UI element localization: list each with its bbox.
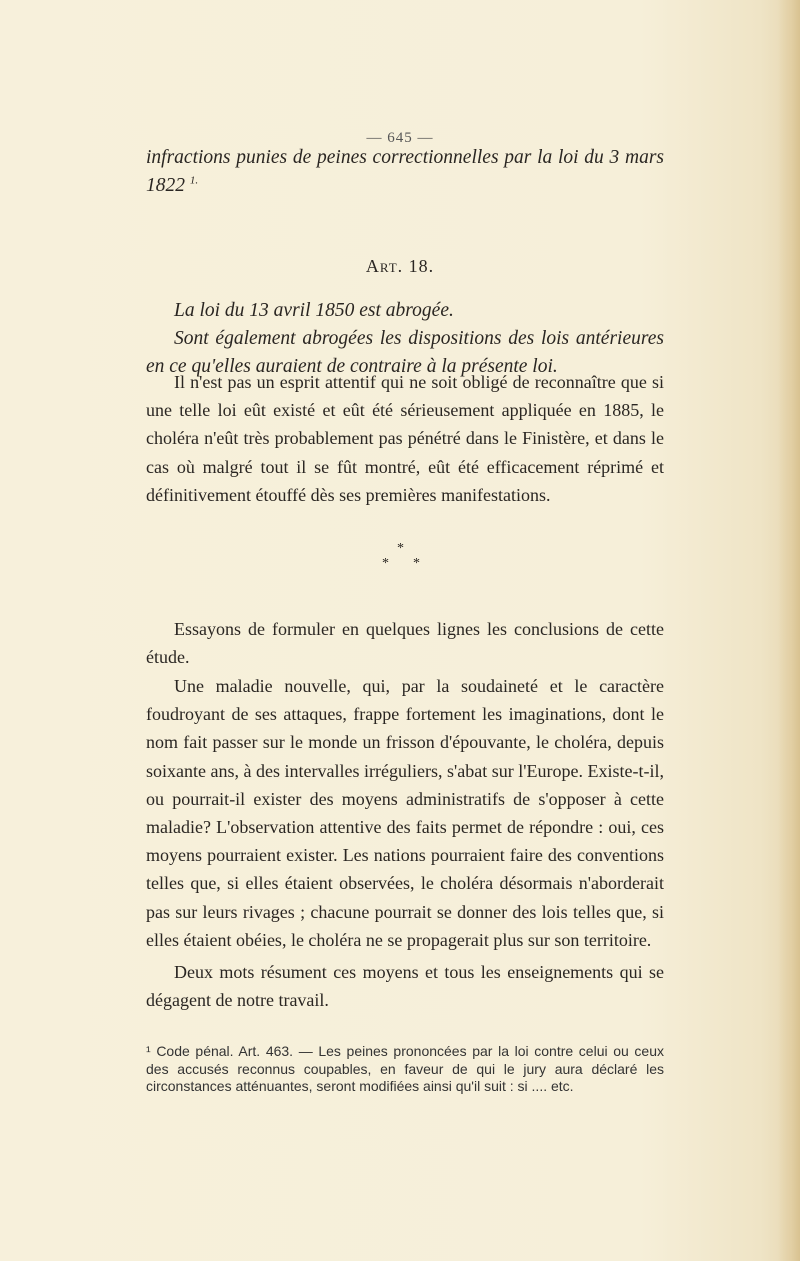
article-line: La loi du 13 avril 1850 est abrogée. — [174, 300, 454, 321]
article-line: Sont également abrogées les dispositions des lois antérieures en ce qu'elles auraient de contraire à la présente loi. — [146, 328, 664, 377]
star-right: * — [413, 556, 420, 571]
heading-continuation-text: infractions punies de peines correctionnelles par la loi du 3 mars 1822 — [146, 147, 664, 196]
paragraph-3: Une maladie nouvelle, qui, par la soudaineté et le caractère foudroyant de ses attaques, frappe fortement les imaginations, dont le nom fait passer sur le monde un frisson d'épouvante, le choléra, depuis soixante ans, à des intervalles irréguliers, s'abat sur l'Europe. Existe-t-il, ou pourrait-il exister des moyens administratifs de s'opposer à cette maladie? L'observation attentive des faits permet de répondre : oui, ces moyens pourraient exister. Les nations pourraient faire des conventions telles que, si elles étaient observées, le choléra désormais n'aborderait pas sur leurs rivages ; chacune pourrait se donner des lois telles que, si elles étaient obéies, le choléra ne se propagerait plus sur son territoire. — [146, 676, 664, 950]
star-top: * — [397, 541, 404, 556]
star-left: * — [382, 556, 389, 571]
paragraph-1: Il n'est pas un esprit attentif qui ne soit obligé de reconnaître que si une telle loi eût existé et eût été sérieusement appliquée en 1885, le choléra n'eût très probablement pas pénétré dans le Finistère, et dans le cas où malgré tout il se fût montré, eût été efficacement réprimé et définitivement étouffé dès ses premières manifestations. — [146, 372, 664, 505]
footnote-marker-glyph: ¹ — [146, 1043, 151, 1059]
paragraph-4: Deux mots résument ces moyens et tous les enseignements qui se dégagent de notre travail. — [146, 962, 664, 1011]
footnote-text: Code pénal. Art. 463. — Les peines prononcées par la loi contre celui ou ceux des accusés reconnus coupables, en faveur de qui le jury aura déclaré les circonstances atténuantes, seront modifiées ainsi qu'il suit : si .... etc. — [146, 1043, 664, 1094]
separator-stars — [373, 541, 433, 591]
paragraph-2: Essayons de formuler en quelques lignes les conclusions de cette étude. — [146, 619, 664, 668]
heading-continuation — [146, 144, 664, 200]
footnote — [146, 1043, 664, 1096]
article-title: Art. 18. — [365, 256, 435, 276]
page-number: — 645 — — [366, 130, 434, 146]
page-edge-shadow — [778, 0, 800, 1261]
footnote-marker: 1. — [189, 174, 199, 187]
